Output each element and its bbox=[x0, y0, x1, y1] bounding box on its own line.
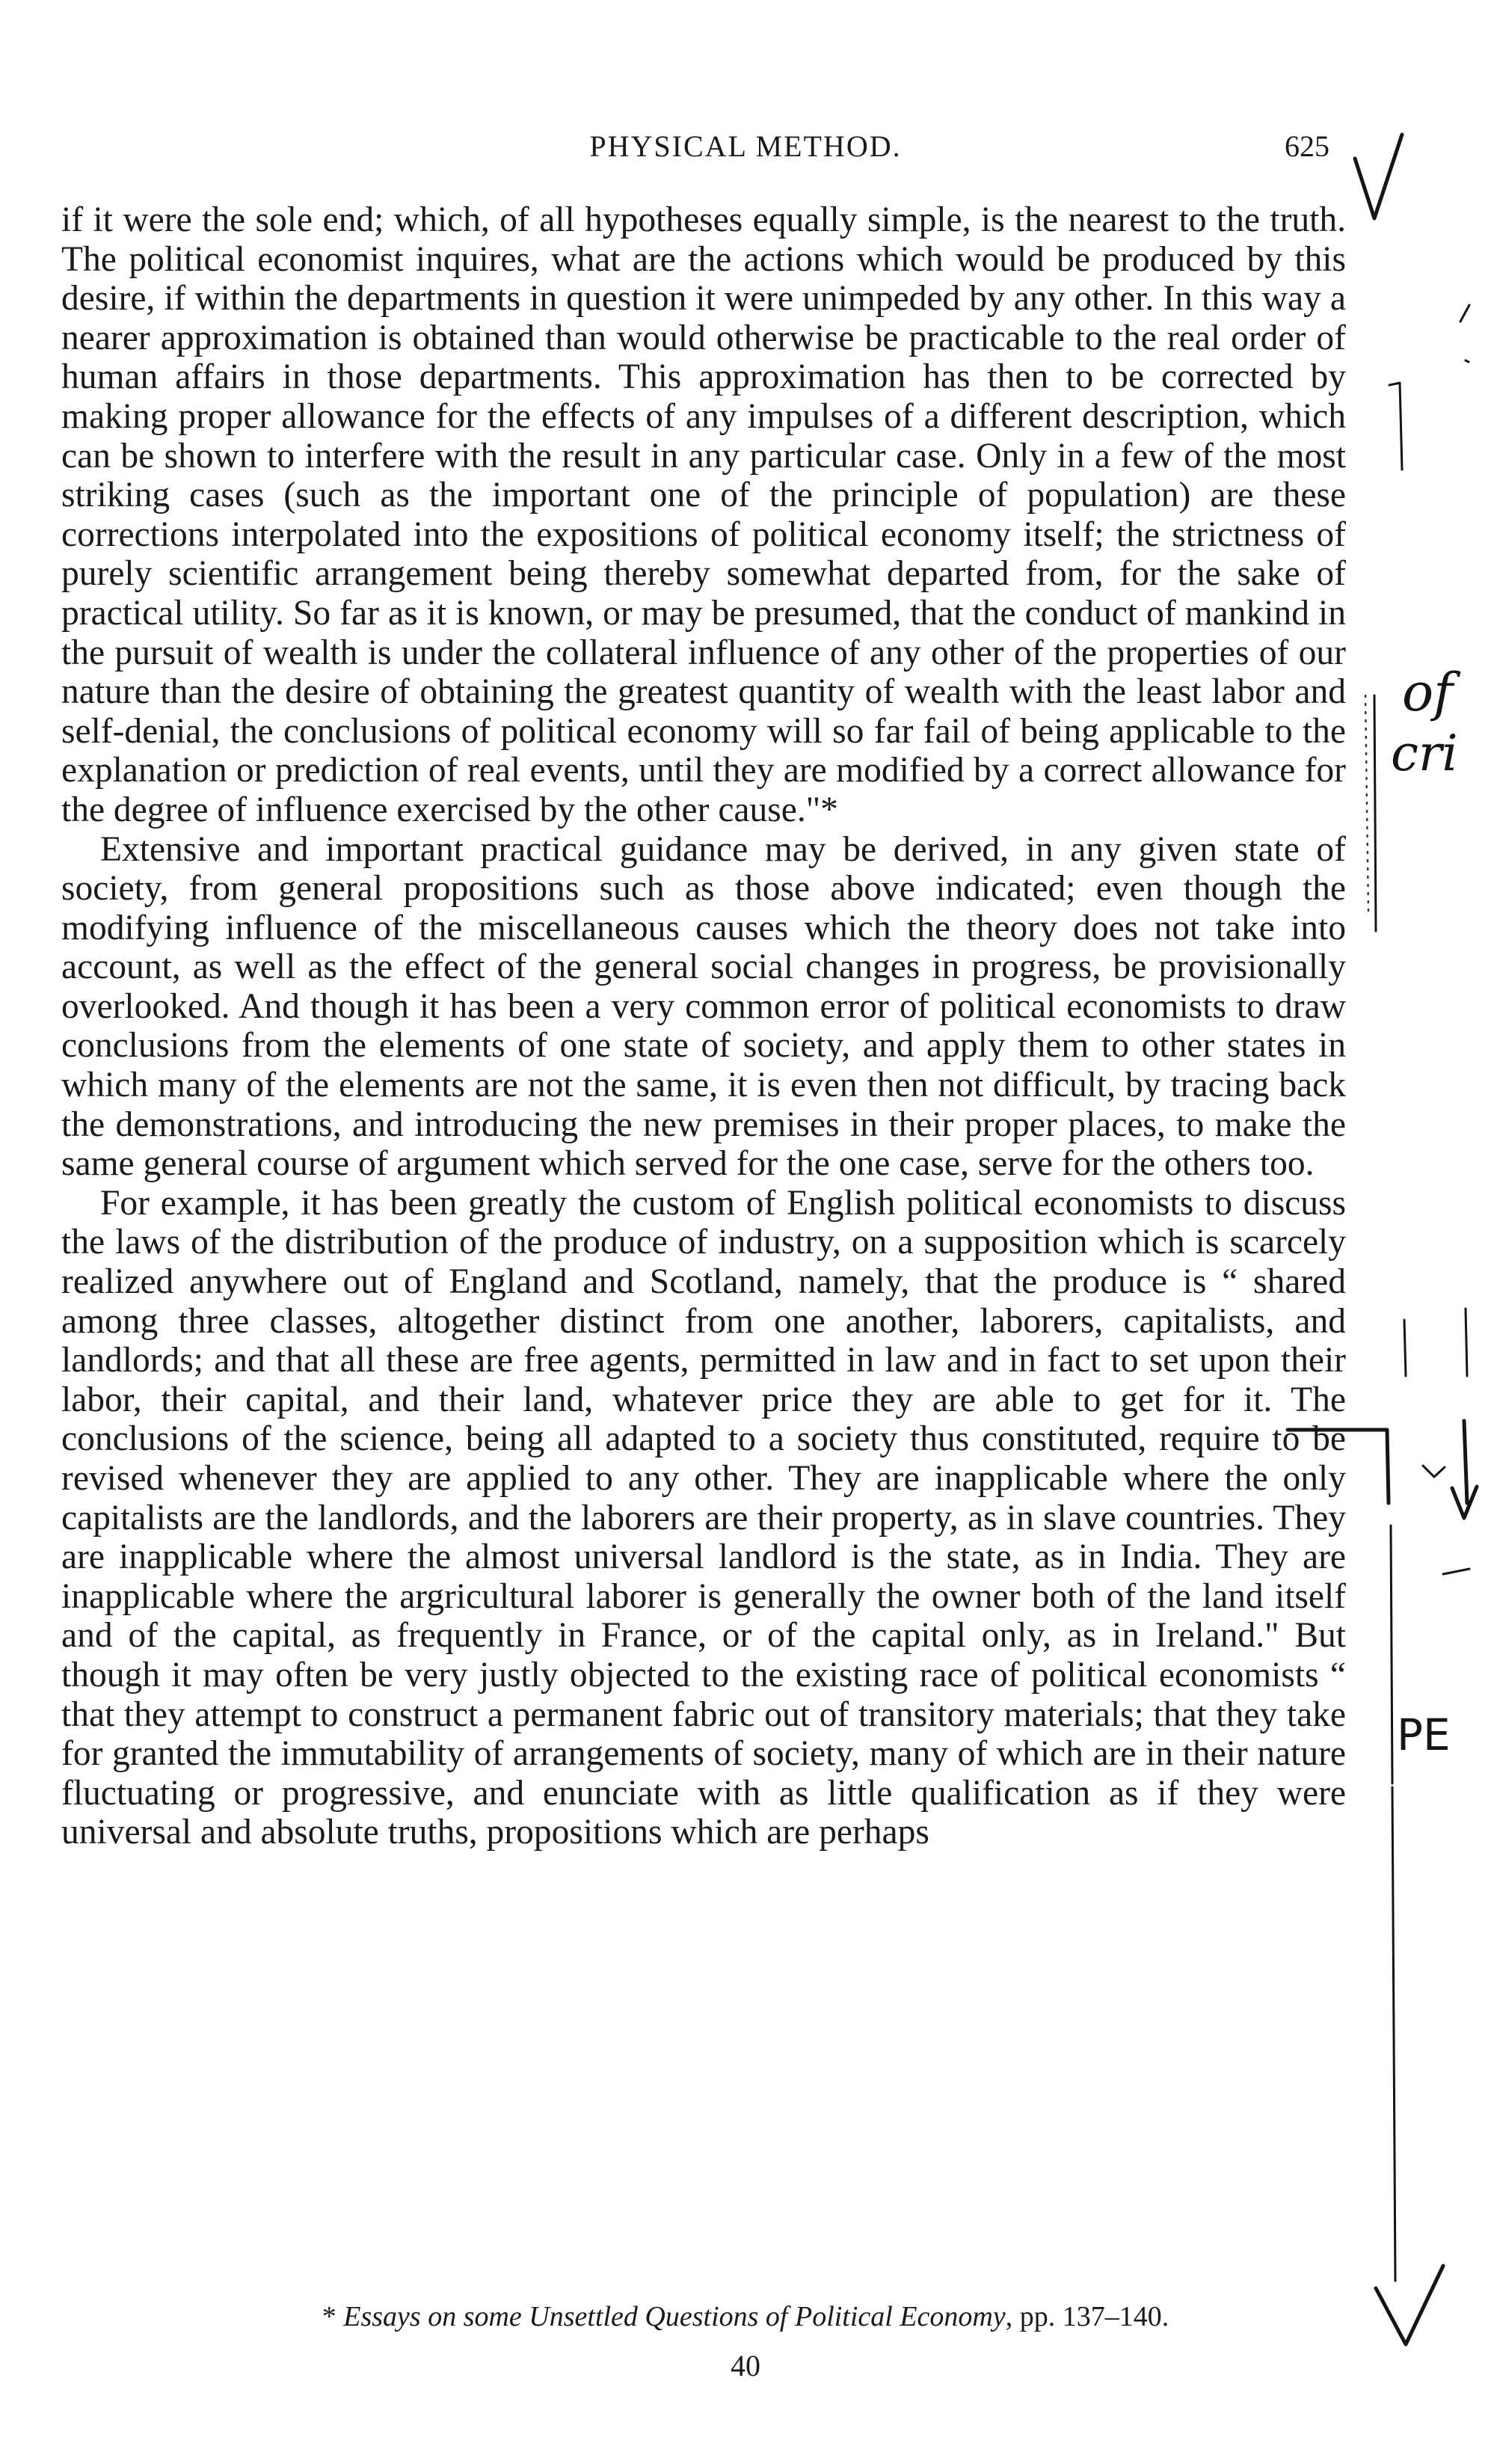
margin-tick-icon bbox=[1460, 305, 1469, 322]
down-arrow-icon bbox=[1452, 1421, 1477, 1518]
margin-wave-icon-2 bbox=[1443, 1569, 1469, 1574]
long-margin-line-icon bbox=[1391, 1526, 1392, 1784]
page-number: 625 bbox=[1285, 129, 1329, 163]
footnote bbox=[0, 2300, 1491, 2333]
margin-tick-icon-3 bbox=[1404, 1320, 1406, 1376]
long-margin-arrow-line-icon bbox=[1392, 1787, 1395, 2281]
paragraph-3: For example, it has been greatly the custom of English political economists to discuss the laws of the distribution of the produce of industry, on a supposition which is scarcely realized anywhere out of England and Scotland, namely, that the produce is “ shared among three classes, altogether distinct from one another, laborers, capitalists, and landlords; and that all these are free agents, permitted in law and in fact to set upon their labor, their capital, and their land, whatever price they are able to get for it. The conclusions of the science, being all adapted to a society thus constituted, require to be revised whenever they are applied to any other. They are inapplicable where the only capitalists are the landlords, and the laborers are their property, as in slave countries. They are inapplicable where the almost universal landlord is the state, as in India. They are inapplicable where the argricultural laborer is generally the owner both of the land itself and of the capital, as frequently in France, or of the capital only, as in Ireland." But though it may often be very justly objected to the existing race of political economists “ that they attempt to construct a permanent fabric out of transitory materials; that they take for granted the immutability of arrangements of society, many of which are in their nature fluctuating or progressive, and enunciate with as little qualification as if they were universal and absolute truths, propositions which are perhaps bbox=[61, 1183, 1346, 1852]
signature-mark: 40 bbox=[731, 2349, 760, 2382]
paragraph-1: if it were the sole end; which, of all hypotheses equally simple, is the nearest to the truth. The political economist inquires, what are the actions which would be produced by this desire, if within the departments in question it were unimpeded by any other. In this way a nearer approximation is obtained than would otherwise be practicable to the real order of human affairs in those departments. This approximation has then to be corrected by making proper allowance for the effects of any impulses of a different description, which can be shown to interfere with the result in any particular case. Only in a few of the most striking cases (such as the important one of the principle of population) are these corrections interpolated into the expositions of political economy itself; the strictness of purely scientific arrangement being thereby somewhat departed from, for the sake of practical utility. So far as it is known, or may be presumed, that the conduct of mankind in the pursuit of wealth is under the collateral influence of any other of the properties of our nature than the desire of obtaining the greatest quantity of wealth with the least labor and self-denial, the conclusions of political economy will so far fail of being applicable to the explanation or prediction of real events, until they are modified by a correct allowance for the degree of influence exercised by the other cause."* bbox=[61, 200, 1346, 829]
footnote-title: Essays on some Unsettled Questions of Political Economy bbox=[343, 2301, 1006, 2332]
margin-dotted-line-icon bbox=[1365, 695, 1368, 912]
running-header-title: PHYSICAL METHOD. bbox=[589, 129, 902, 163]
margin-bracket-icon bbox=[1389, 383, 1402, 470]
margin-line-icon bbox=[1374, 695, 1376, 931]
footnote-pages: , pp. 137–140. bbox=[1005, 2301, 1169, 2332]
paragraph-2: Extensive and important practical guidance may be derived, in any given state of society, from general propositions such as those above indicated; even though the modifying influence of the miscellaneous causes which the theory does not take into account, as well as the effect of the general social changes in progress, be provisionally overlooked. And though it has been a very common error of political economists to draw conclusions from the elements of one state of society, and apply them to other states in which many of the elements are not the same, it is even then not difficult, by tracing back the demonstrations, and introducing the new premises in their proper places, to make the same general course of argument which served for the one case, serve for the others too. bbox=[61, 829, 1346, 1184]
margin-note-cri: cri bbox=[1391, 725, 1458, 782]
margin-wave-icon bbox=[1423, 1466, 1445, 1477]
margin-tick-icon-2 bbox=[1466, 1309, 1467, 1376]
footnote-mark: * bbox=[322, 2301, 336, 2332]
margin-note-of: of bbox=[1402, 662, 1454, 723]
margin-dot-icon bbox=[1466, 360, 1469, 362]
body-text bbox=[61, 200, 1346, 1852]
margin-note-pe: PE bbox=[1397, 1709, 1451, 1760]
